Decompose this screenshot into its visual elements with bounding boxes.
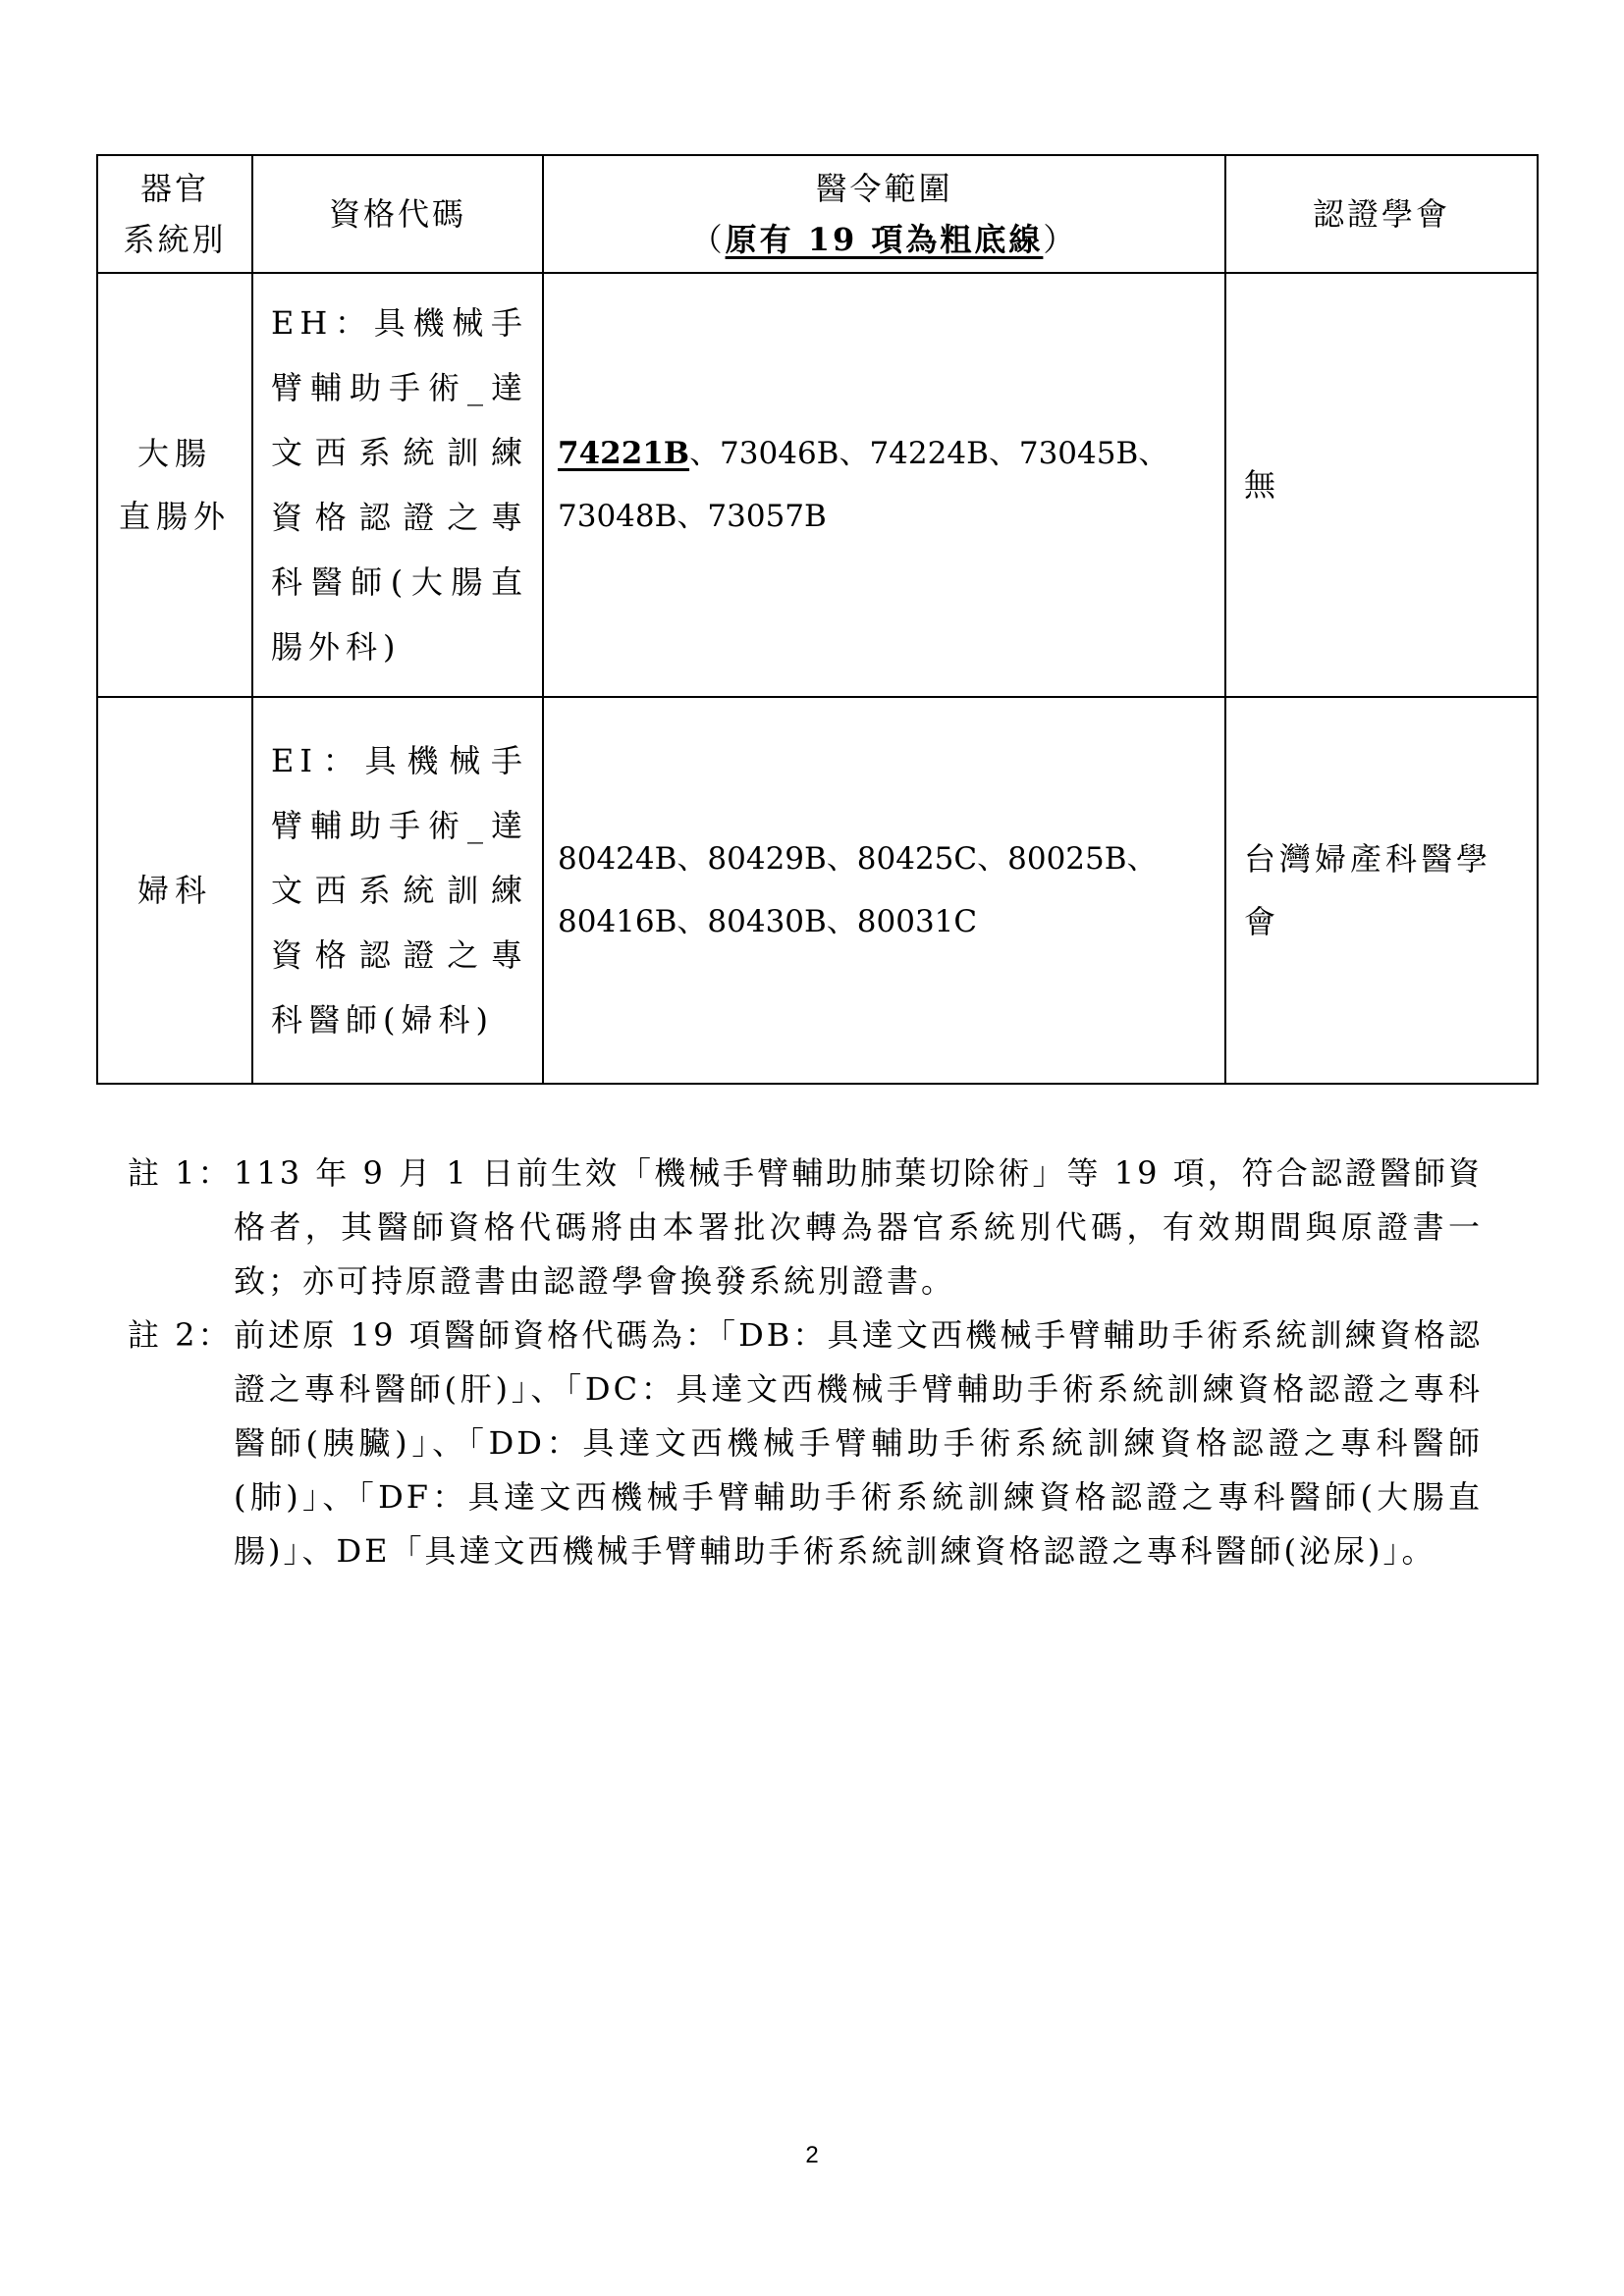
header-scope-open-paren: （	[690, 221, 726, 258]
organ-line1: 大腸	[136, 435, 212, 472]
organ-line1: 婦科	[136, 872, 212, 909]
organ-system-cell	[97, 697, 252, 1084]
scope-codes: 、73046B、74224B、73045B、73048B、73057B	[558, 436, 1169, 534]
note-2-text: 前述原 19 項醫師資格代碼為：「DB：具達文西機械手臂輔助手術系統訓練資格認證之專科醫師(肝)」、「DC：具達文西機械手臂輔助手術系統訓練資格認證之專科醫師(胰臟)」、「DD：具達文西機械手臂輔助手術系統訓練資格認證之專科醫師(肺)」、「DF：具達文西機械手臂輔助手術系統訓練資格認證之專科醫師(大腸直腸)」、DE「具達文西機械手臂輔助手術系統訓練資格認證之專科醫師(泌尿)」。	[234, 1316, 1483, 1570]
header-scope-line1: 醫令範圍	[815, 170, 953, 207]
order-scope-cell: 80424B、80429B、80425C、80025B、80416B、80430B、80031C	[543, 697, 1225, 1084]
page-number: 2	[805, 2142, 819, 2168]
header-organ-line2: 系統別	[123, 221, 227, 258]
note-1-text: 113 年 9 月 1 日前生效「機械手臂輔助肺葉切除術」等 19 項，符合認證醫師資格者，其醫師資格代碼將由本署批次轉為器官系統別代碼，有效期間與原證書一致；亦可持原證書由認證學會換發系統別證書。	[234, 1154, 1483, 1300]
notes-section	[128, 1147, 1483, 1578]
header-scope-line2	[544, 214, 1224, 265]
header-organ-line1: 器官	[139, 170, 209, 207]
header-scope-close-paren: ）	[1043, 221, 1078, 258]
certifying-society-cell: 無	[1225, 273, 1538, 697]
order-scope-cell	[543, 273, 1225, 697]
header-organ-system	[97, 155, 252, 273]
note-2	[128, 1308, 1483, 1578]
note-1-label: 註 1：	[128, 1154, 233, 1192]
qualification-code-cell: EH：具機械手臂輔助手術_達文西系統訓練資格認證之專科醫師(大腸直腸外科)	[252, 273, 543, 697]
qualification-table	[96, 154, 1539, 1085]
header-certifying-society: 認證學會	[1225, 155, 1538, 273]
header-order-scope	[543, 155, 1225, 273]
scope-original-code: 74221B	[558, 436, 690, 471]
note-1	[128, 1147, 1483, 1308]
table-row	[97, 697, 1538, 1084]
table-row	[97, 273, 1538, 697]
header-scope-bold-note: 原有 19 項為粗底線	[725, 221, 1044, 258]
note-2-label: 註 2：	[128, 1316, 233, 1354]
organ-line2: 直腸外	[118, 498, 231, 535]
qualification-code-cell: EI：具機械手臂輔助手術_達文西系統訓練資格認證之專科醫師(婦科)	[252, 697, 543, 1084]
table-header-row	[97, 155, 1538, 273]
certifying-society-cell: 台灣婦產科醫學會	[1225, 697, 1538, 1084]
organ-system-cell	[97, 273, 252, 697]
header-qualification-code: 資格代碼	[252, 155, 543, 273]
